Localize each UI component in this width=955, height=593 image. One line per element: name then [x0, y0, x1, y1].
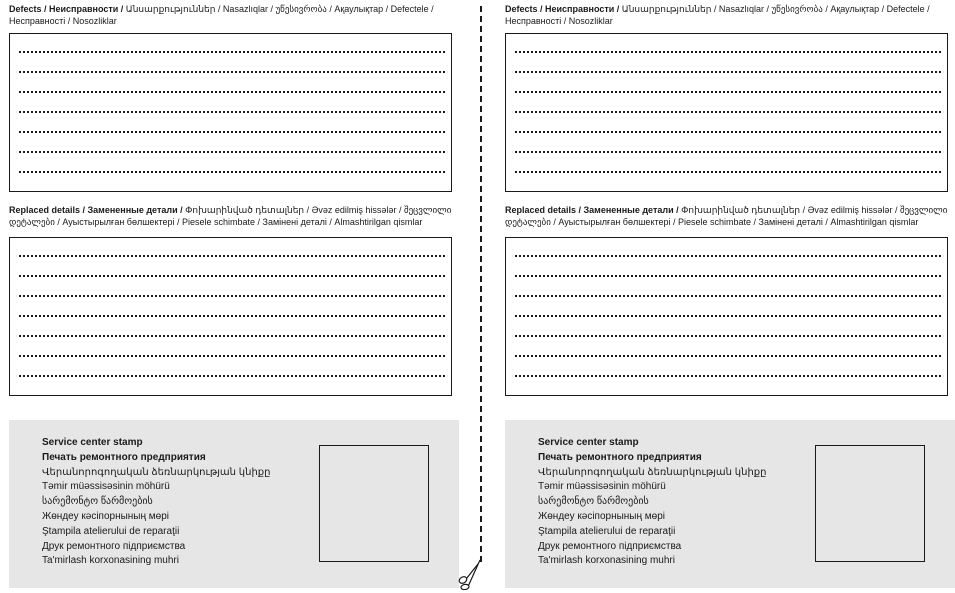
- defects-label-bold: Defects / Неисправности /: [505, 4, 620, 14]
- dotted-line: [19, 295, 445, 297]
- dotted-line: [19, 255, 445, 257]
- dotted-line: [515, 315, 941, 317]
- dotted-line: [19, 91, 445, 93]
- dotted-line: [515, 295, 941, 297]
- stamp-line: Друк ремонтного підприємства: [42, 540, 186, 552]
- defects-label-translations: Անսարքություններ / Nasazlıqlar / უწესივრობა / Ақаулықтар / Defectele / Несправності / Nosozliklar: [9, 4, 434, 26]
- defects-field[interactable]: [9, 33, 452, 192]
- stamp-line: Друк ремонтного підприємства: [538, 540, 682, 552]
- stamp-box[interactable]: [815, 445, 925, 562]
- dotted-line: [19, 131, 445, 133]
- replaced-details-label: [9, 204, 454, 228]
- stamp-line: Təmir müəssisəsinin möhürü: [538, 481, 666, 493]
- stamp-line: Ta'mirlash korxonasining muhri: [538, 555, 675, 567]
- stamp-line: Ştampila atelierului de reparaţii: [538, 525, 676, 537]
- dotted-line: [515, 51, 941, 53]
- dotted-line: [515, 375, 941, 377]
- stamp-line: Վերանորոգողական ձեռնարկության կնիքը: [42, 466, 271, 478]
- dotted-line: [515, 255, 941, 257]
- stamp-title-ru: Печать ремонтного предприятия: [42, 451, 206, 463]
- dotted-line: [19, 71, 445, 73]
- replaced-details-field[interactable]: [9, 237, 452, 396]
- replaced-details-field[interactable]: [505, 237, 948, 396]
- stamp-title-en: Service center stamp: [538, 437, 639, 448]
- stamp-section: [9, 420, 459, 588]
- stamp-line: Ştampila atelierului de reparaţii: [42, 525, 180, 537]
- dotted-line: [515, 71, 941, 73]
- replaced-label-bold: Replaced details / Замененные детали /: [505, 205, 679, 215]
- stamp-line: Жөндеу кәсіпорнының мөрі: [42, 510, 170, 522]
- stamp-line: სარემონტო წარმოების: [42, 496, 153, 508]
- dotted-line: [515, 131, 941, 133]
- stamp-title-ru: Печать ремонтного предприятия: [538, 451, 702, 463]
- stamp-text: [538, 436, 767, 569]
- stamp-line: სარემონტო წარმოების: [538, 496, 649, 508]
- dotted-line: [19, 171, 445, 173]
- dotted-line: [19, 315, 445, 317]
- scissors-icon: [456, 558, 482, 590]
- stamp-line: Жөндеу кәсіпорнының мөрі: [538, 510, 666, 522]
- dotted-line: [515, 151, 941, 153]
- defects-label-translations: Անսարքություններ / Nasazlıqlar / უწესივრობა / Ақаулықтар / Defectele / Несправності / Nosozliklar: [505, 4, 930, 26]
- defects-label: [505, 3, 950, 27]
- stamp-title-en: Service center stamp: [42, 437, 143, 448]
- cut-line: [480, 6, 482, 562]
- stamp-line: Təmir müəssisəsinin möhürü: [42, 481, 170, 493]
- dotted-line: [19, 355, 445, 357]
- dotted-line: [19, 151, 445, 153]
- dotted-line: [515, 171, 941, 173]
- defects-field[interactable]: [505, 33, 948, 192]
- stamp-line: Ta'mirlash korxonasining muhri: [42, 555, 179, 567]
- dotted-line: [515, 91, 941, 93]
- replaced-label-bold: Replaced details / Замененные детали /: [9, 205, 183, 215]
- dotted-line: [515, 275, 941, 277]
- dotted-line: [19, 375, 445, 377]
- stamp-section: [505, 420, 955, 588]
- dotted-line: [19, 275, 445, 277]
- form-panel-right: [505, 0, 955, 593]
- stamp-box[interactable]: [319, 445, 429, 562]
- dotted-line: [19, 51, 445, 53]
- defects-label: [9, 3, 454, 27]
- form-panel-left: [9, 0, 464, 593]
- dotted-line: [19, 111, 445, 113]
- dotted-line: [515, 335, 941, 337]
- dotted-line: [19, 335, 445, 337]
- defects-label-bold: Defects / Неисправности /: [9, 4, 124, 14]
- stamp-line: Վերանորոգողական ձեռնարկության կնիքը: [538, 466, 767, 478]
- replaced-details-label: [505, 204, 950, 228]
- replaced-label-translations: Փոխարինված դետալներ / Əvəz edilmiş hissələr / შეცვლილი დეტალები / Ауыстырылған бөлшектері / Piesele schimbate / Замінені деталі / Almashtirilgan qismlar: [505, 205, 948, 227]
- stamp-text: [42, 436, 271, 569]
- dotted-line: [515, 355, 941, 357]
- dotted-line: [515, 111, 941, 113]
- replaced-label-translations: Փոխարինված դետալներ / Əvəz edilmiş hissələr / შეცვლილი დეტალები / Ауыстырылған бөлшектері / Piesele schimbate / Замінені деталі / Almashtirilgan qismlar: [9, 205, 452, 227]
